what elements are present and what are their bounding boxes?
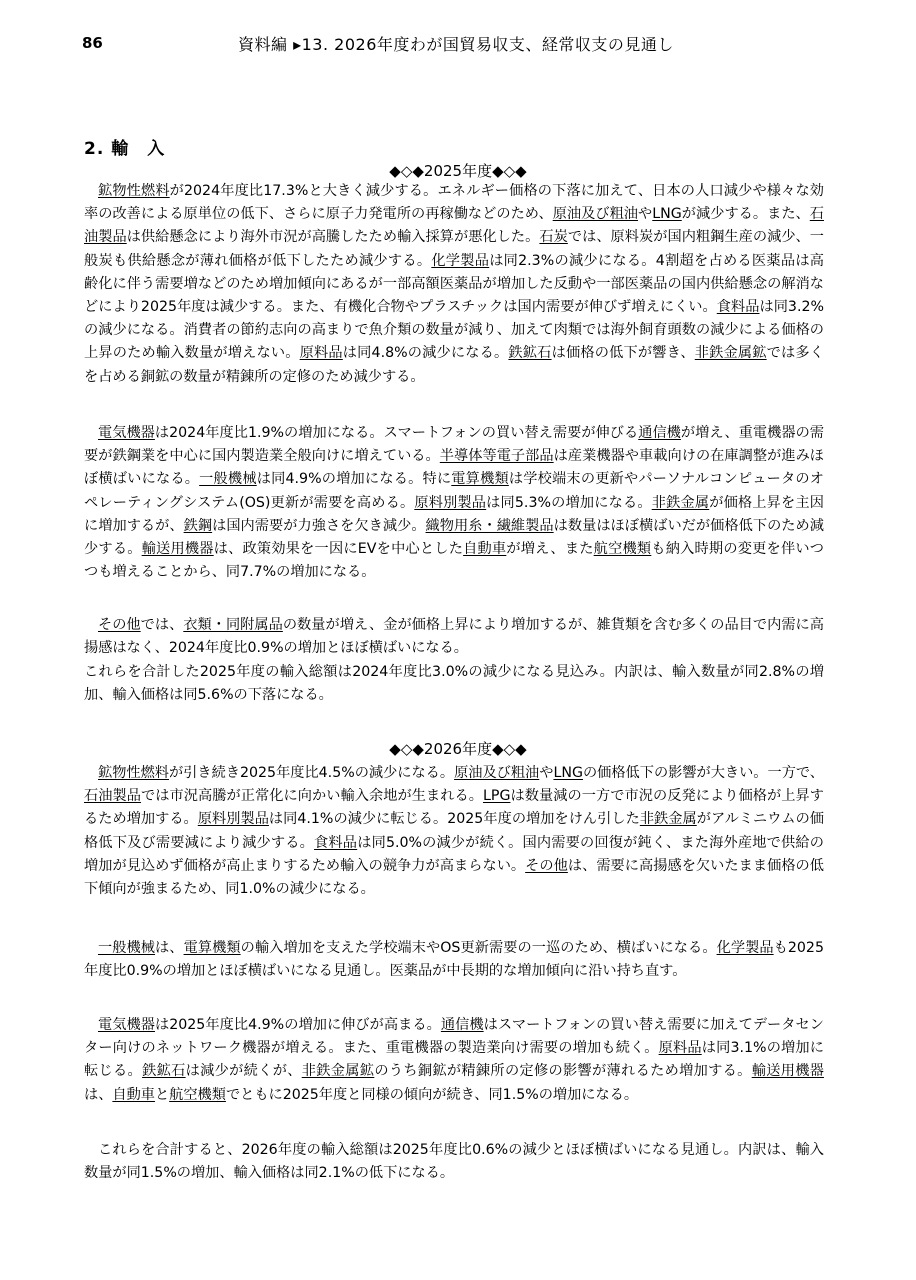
underlined-term: 石油製品 [84, 788, 141, 805]
underlined-term: 原油及び粗油 [552, 206, 639, 223]
underlined-term: 航空機類 [169, 1086, 226, 1103]
underlined-term: 食料品 [716, 299, 760, 316]
underlined-term: 通信機 [638, 425, 681, 441]
text-run: は同2.3%の減少になる。4割超を占める医薬品は高齢化に伴う需要増などのため増加傾向にあるが一部高額医薬品が増加した反動や一部医薬品の国内供給懸念の解消などにより2025年度は減少する。また、有機化合物やプラスチックは国内需要が伸びず増えにくい。 [84, 252, 824, 316]
underlined-term: 一般機械 [199, 471, 257, 488]
paragraph-2025-fuels [84, 180, 824, 389]
underlined-term: 航空機類 [593, 541, 652, 558]
text-run: は、需要に高揚感を欠いたまま価格の低下傾向が強まるため、同1.0%の減少になる。 [84, 857, 824, 898]
text-run: の輸入増加を支えた学校端末やOS更新需要の一巡のため、横ばいになる。 [240, 940, 717, 956]
text-run: と [154, 1086, 170, 1103]
text-run: はスマートフォンの買い替え需要に加えてデータセンター向けのネットワーク機器が増える。また、重電機器の製造業向け需要の増加も続く。 [84, 1017, 824, 1057]
underlined-term: 鉱物性燃料 [98, 765, 169, 781]
paragraph-2026-fuels [84, 762, 824, 901]
text-run: は同5.3%の増加になる。 [486, 494, 652, 511]
text-run: は同3.1%の増加に転じる。 [84, 1040, 824, 1080]
text-run: でともに2025年度と同様の傾向が続き、同1.5%の増加になる。 [225, 1086, 639, 1103]
text-run: は同5.0%の減少が続く。国内需要の回復が鈍く、また海外産地で供給の増加が見込めず価格が高止まりするため輸入の競争力が高まらない。 [84, 834, 824, 874]
underlined-term: 織物用糸・繊維製品 [425, 517, 554, 534]
text-run: は国内需要が力強さを欠き減少。 [212, 517, 426, 534]
underlined-term: 食料品 [314, 834, 358, 851]
text-run: も2025年度比0.9%の増加とほぼ横ばいになる見通し。医薬品が中長期的な増加傾向に沿い持ち直す。 [84, 940, 824, 980]
underlined-term: 電気機器 [98, 425, 155, 441]
underlined-term: LNG [553, 765, 583, 781]
underlined-term: 非鉄金属 [639, 811, 697, 828]
text-run: は同3.2%の減少になる。消費者の節約志向の高まりで魚介類の数量が減り、加えて肉類では海外飼育頭数の減少による価格の上昇のため輸入数量が増えない。 [84, 299, 824, 362]
text-run: の価格低下の影響が大きい。一方で、 [582, 765, 824, 781]
underlined-term: LPG [483, 788, 511, 805]
text-run: や [638, 206, 653, 223]
underlined-term: 電気機器 [98, 1017, 155, 1033]
underlined-term: 自動車 [112, 1086, 155, 1103]
text-run: が引き続き2025年度比4.5%の減少になる。 [168, 765, 455, 781]
underlined-term: 衣類・同附属品 [183, 617, 283, 633]
underlined-term: 非鉄金属鉱 [301, 1063, 375, 1080]
underlined-term: 石油製品 [84, 206, 824, 246]
year-heading-2026: ◆◇◆2026年度◆◇◆ [389, 740, 527, 758]
text-run: は数量減の一方で市況の反発により価格が上昇するため増加する。 [84, 788, 824, 828]
text-run: のうち銅鉱が精錬所の定修の影響が薄れるため増加する。 [374, 1063, 752, 1080]
text-run: が2024年度比17.3%と大きく減少する。エネルギー価格の下落に加えて、日本の人口減少や様々な効率の改善による原単位の低下、さらに原子力発電所の再稼働などのため、 [84, 183, 824, 223]
underlined-term: 非鉄金属 [651, 494, 710, 511]
year-heading-2025: ◆◇◆2025年度◆◇◆ [389, 162, 527, 180]
text-run: は、 [84, 1086, 113, 1103]
text-run: は同4.1%の減少に転じる。2025年度の増加をけん引した [268, 811, 640, 828]
section-title: 輸 入 [111, 139, 166, 159]
underlined-term: 自動車 [463, 541, 507, 558]
text-run: は2025年度比4.9%の増加に伸びが高まる。 [154, 1017, 441, 1033]
underlined-term: 原油及び粗油 [454, 765, 540, 781]
underlined-term: その他 [98, 617, 141, 633]
text-run: がアルミニウムの価格低下及び需要減により減少する。 [84, 811, 824, 851]
page-number: 86 [82, 34, 103, 52]
text-run: は2024年度比1.9%の増加になる。スマートフォンの買い替え需要が伸びる [154, 425, 639, 441]
text-run: は同4.8%の減少になる。 [342, 345, 509, 362]
running-header-title: 資料編 ▸13. 2026年度わが国貿易収支、経常収支の見通し [238, 35, 674, 54]
underlined-term: 化学製品 [716, 940, 774, 956]
text-run: では、原料炭が国内粗鋼生産の減少、一般炭も供給懸念が薄れ価格が低下したため減少する。 [84, 229, 824, 269]
underlined-term: その他 [525, 857, 568, 874]
text-run: では、 [140, 617, 184, 633]
underlined-term: 輸送用機器 [141, 541, 214, 558]
text-run: や [539, 765, 554, 781]
paragraph-2026-total: これらを合計すると、2026年度の輸入総額は2025年度比0.6%の減少とほぼ横ばいになる見通し。内訳は、輸入数量が同1.5%の増加、輸入価格は同2.1%の低下になる。 [84, 1142, 824, 1182]
text-run: は、政策効果を一因にEVを中心とした [213, 541, 464, 558]
underlined-term: 非鉄金属鉱 [694, 345, 767, 362]
paragraph-2025-total: これらを合計した2025年度の輸入総額は2024年度比3.0%の減少になる見込み。内訳は、輸入数量が同2.8%の増加、輸入価格は同5.6%の下落になる。 [84, 664, 824, 704]
underlined-term: 電算機類 [183, 940, 241, 956]
text-run: が価格上昇を主因に増加するが、 [84, 494, 824, 534]
text-run: が増え、重電機器の需要が鉄鋼業を中心に国内製造業全般向けに増えている。 [84, 425, 824, 465]
underlined-term: 鉄鉱石 [142, 1063, 186, 1080]
underlined-term: 鉄鉱石 [508, 345, 552, 362]
underlined-term: 原料品 [299, 345, 343, 362]
underlined-term: 原料品 [658, 1040, 702, 1057]
underlined-term: 半導体等電子部品 [439, 448, 554, 465]
paragraph-2025-other [84, 614, 824, 660]
text-run: も納入時期の変更を伴いつつも増えることから、同7.7%の増加になる。 [84, 541, 824, 581]
text-run: は数量はほぼ横ばいだが価格低下のため減少する。 [84, 517, 824, 558]
text-run: は価格の低下が響き、 [551, 345, 695, 362]
section-number: 2. [84, 139, 105, 159]
underlined-term: 原料別製品 [197, 811, 269, 828]
underlined-term: 化学製品 [431, 252, 490, 269]
underlined-term: 石炭 [539, 229, 568, 246]
underlined-term: 輸送用機器 [751, 1063, 824, 1080]
text-run: は学校端末の更新やパーソナルコンピュータのオペレーティングシステム(OS)更新が需要を高める。 [84, 471, 824, 511]
underlined-term: 通信機 [440, 1017, 484, 1033]
text-run: の数量が増え、金が価格上昇により増加するが、雑貨類を含む多くの品目で内需に高揚感はなく、2024年度比0.9%の増加とほぼ横ばいになる。 [84, 617, 824, 657]
paragraph-2025-machinery [84, 422, 824, 584]
underlined-term: 電算機類 [451, 471, 509, 488]
paragraph-2026-electrical [84, 1014, 824, 1107]
text-run: は同4.9%の増加になる。特に [256, 471, 452, 488]
text-run: は減少が続くが、 [185, 1063, 302, 1080]
text-run: が減少する。また、 [681, 206, 810, 223]
underlined-term: 鉄鋼 [183, 517, 213, 534]
underlined-term: 一般機械 [98, 940, 156, 956]
text-run: は産業機器や車載向けの在庫調整が進みほぼ横ばいになる。 [84, 448, 824, 488]
text-run: では市況高騰が正常化に向かい輸入余地が生まれる。 [141, 788, 483, 805]
underlined-term: 原料別製品 [414, 494, 487, 511]
underlined-term: 鉱物性燃料 [98, 183, 170, 199]
section-heading [84, 134, 165, 159]
text-run: では多くを占める銅鉱の数量が精錬所の定修のため減少する。 [84, 345, 824, 385]
underlined-term: LNG [652, 206, 682, 223]
text-run: が増え、また [506, 541, 594, 558]
text-run: は供給懸念により海外市況が高騰したため輸入採算が悪化した。 [126, 229, 540, 246]
text-run: は、 [155, 940, 184, 956]
paragraph-2026-machinery [84, 937, 824, 983]
